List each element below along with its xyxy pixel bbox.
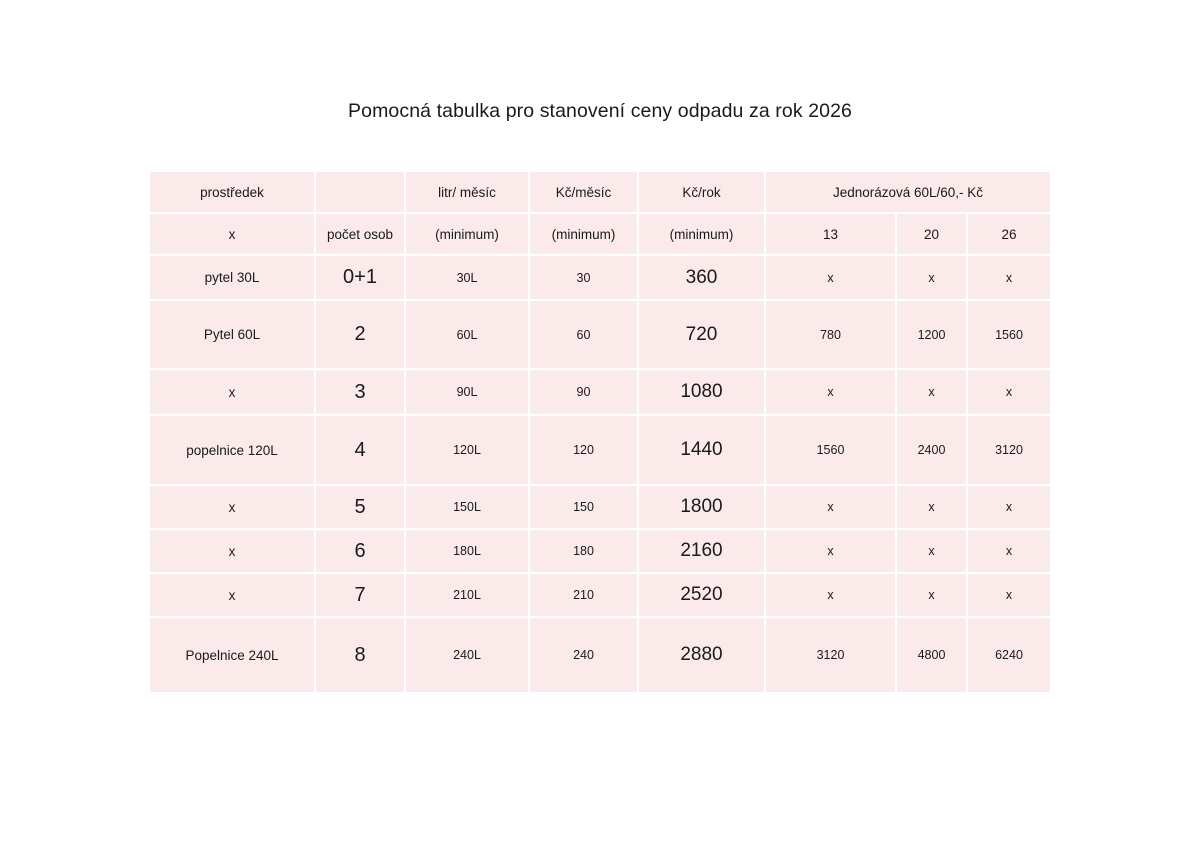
header-jednorazova-13: 13 — [766, 214, 897, 256]
cell-pocet-osob: 0+1 — [316, 256, 406, 301]
cell-prostredek: x — [150, 370, 316, 416]
header-jednorazova-26: 26 — [968, 214, 1050, 256]
cell-litr-mesic: 60L — [406, 301, 530, 370]
header-jednorazova: Jednorázová 60L/60,- Kč — [766, 172, 1050, 214]
table-row — [150, 416, 1050, 486]
price-table-container — [150, 172, 1050, 692]
cell-jednorazova-13: x — [766, 256, 897, 301]
cell-prostredek: Popelnice 240L — [150, 618, 316, 692]
table-row — [150, 370, 1050, 416]
cell-prostredek: x — [150, 486, 316, 530]
cell-jednorazova-26: 1560 — [968, 301, 1050, 370]
header-pocet-osob-blank — [316, 172, 406, 214]
cell-kc-mesic: 210 — [530, 574, 639, 618]
cell-kc-mesic: 30 — [530, 256, 639, 301]
cell-jednorazova-26: x — [968, 370, 1050, 416]
cell-jednorazova-26: x — [968, 530, 1050, 574]
table-header-row-2 — [150, 214, 1050, 256]
cell-jednorazova-20: x — [897, 530, 968, 574]
cell-jednorazova-13: x — [766, 574, 897, 618]
cell-kc-rok: 360 — [639, 256, 766, 301]
cell-kc-rok: 720 — [639, 301, 766, 370]
header-prostredek-sub: x — [150, 214, 316, 256]
table-row — [150, 618, 1050, 692]
cell-pocet-osob: 4 — [316, 416, 406, 486]
header-kc-mesic: Kč/měsíc — [530, 172, 639, 214]
cell-jednorazova-20: 4800 — [897, 618, 968, 692]
waste-price-table — [150, 172, 1050, 692]
table-header-row-1 — [150, 172, 1050, 214]
cell-prostredek: pytel 30L — [150, 256, 316, 301]
cell-kc-rok: 1440 — [639, 416, 766, 486]
cell-jednorazova-13: 1560 — [766, 416, 897, 486]
cell-jednorazova-20: x — [897, 370, 968, 416]
table-row — [150, 530, 1050, 574]
header-jednorazova-20: 20 — [897, 214, 968, 256]
cell-kc-mesic: 150 — [530, 486, 639, 530]
table-row — [150, 256, 1050, 301]
cell-kc-rok: 1080 — [639, 370, 766, 416]
cell-jednorazova-26: 3120 — [968, 416, 1050, 486]
cell-kc-mesic: 120 — [530, 416, 639, 486]
table-row — [150, 574, 1050, 618]
cell-jednorazova-20: 2400 — [897, 416, 968, 486]
table-row — [150, 486, 1050, 530]
cell-prostredek: x — [150, 574, 316, 618]
cell-jednorazova-13: 780 — [766, 301, 897, 370]
cell-pocet-osob: 3 — [316, 370, 406, 416]
cell-jednorazova-20: x — [897, 256, 968, 301]
cell-kc-mesic: 180 — [530, 530, 639, 574]
cell-kc-mesic: 90 — [530, 370, 639, 416]
cell-litr-mesic: 120L — [406, 416, 530, 486]
cell-jednorazova-20: x — [897, 574, 968, 618]
cell-jednorazova-20: 1200 — [897, 301, 968, 370]
cell-litr-mesic: 210L — [406, 574, 530, 618]
cell-kc-rok: 2880 — [639, 618, 766, 692]
cell-pocet-osob: 7 — [316, 574, 406, 618]
cell-litr-mesic: 90L — [406, 370, 530, 416]
header-litr-mesic-min: (minimum) — [406, 214, 530, 256]
header-kc-mesic-min: (minimum) — [530, 214, 639, 256]
cell-litr-mesic: 240L — [406, 618, 530, 692]
header-kc-rok-min: (minimum) — [639, 214, 766, 256]
cell-jednorazova-13: x — [766, 486, 897, 530]
cell-pocet-osob: 2 — [316, 301, 406, 370]
cell-prostredek: popelnice 120L — [150, 416, 316, 486]
cell-jednorazova-20: x — [897, 486, 968, 530]
cell-litr-mesic: 30L — [406, 256, 530, 301]
cell-jednorazova-26: x — [968, 574, 1050, 618]
cell-pocet-osob: 5 — [316, 486, 406, 530]
cell-kc-rok: 1800 — [639, 486, 766, 530]
cell-kc-rok: 2160 — [639, 530, 766, 574]
cell-litr-mesic: 150L — [406, 486, 530, 530]
cell-jednorazova-13: x — [766, 370, 897, 416]
cell-litr-mesic: 180L — [406, 530, 530, 574]
cell-pocet-osob: 6 — [316, 530, 406, 574]
header-prostredek: prostředek — [150, 172, 316, 214]
cell-jednorazova-13: x — [766, 530, 897, 574]
cell-kc-mesic: 60 — [530, 301, 639, 370]
cell-prostredek: Pytel 60L — [150, 301, 316, 370]
cell-jednorazova-13: 3120 — [766, 618, 897, 692]
page-title: Pomocná tabulka pro stanovení ceny odpadu za rok 2026 — [348, 100, 852, 122]
header-litr-mesic: litr/ měsíc — [406, 172, 530, 214]
cell-jednorazova-26: x — [968, 486, 1050, 530]
cell-prostredek: x — [150, 530, 316, 574]
cell-pocet-osob: 8 — [316, 618, 406, 692]
table-row — [150, 301, 1050, 370]
header-kc-rok: Kč/rok — [639, 172, 766, 214]
cell-jednorazova-26: 6240 — [968, 618, 1050, 692]
cell-kc-mesic: 240 — [530, 618, 639, 692]
header-pocet-osob: počet osob — [316, 214, 406, 256]
cell-kc-rok: 2520 — [639, 574, 766, 618]
cell-jednorazova-26: x — [968, 256, 1050, 301]
